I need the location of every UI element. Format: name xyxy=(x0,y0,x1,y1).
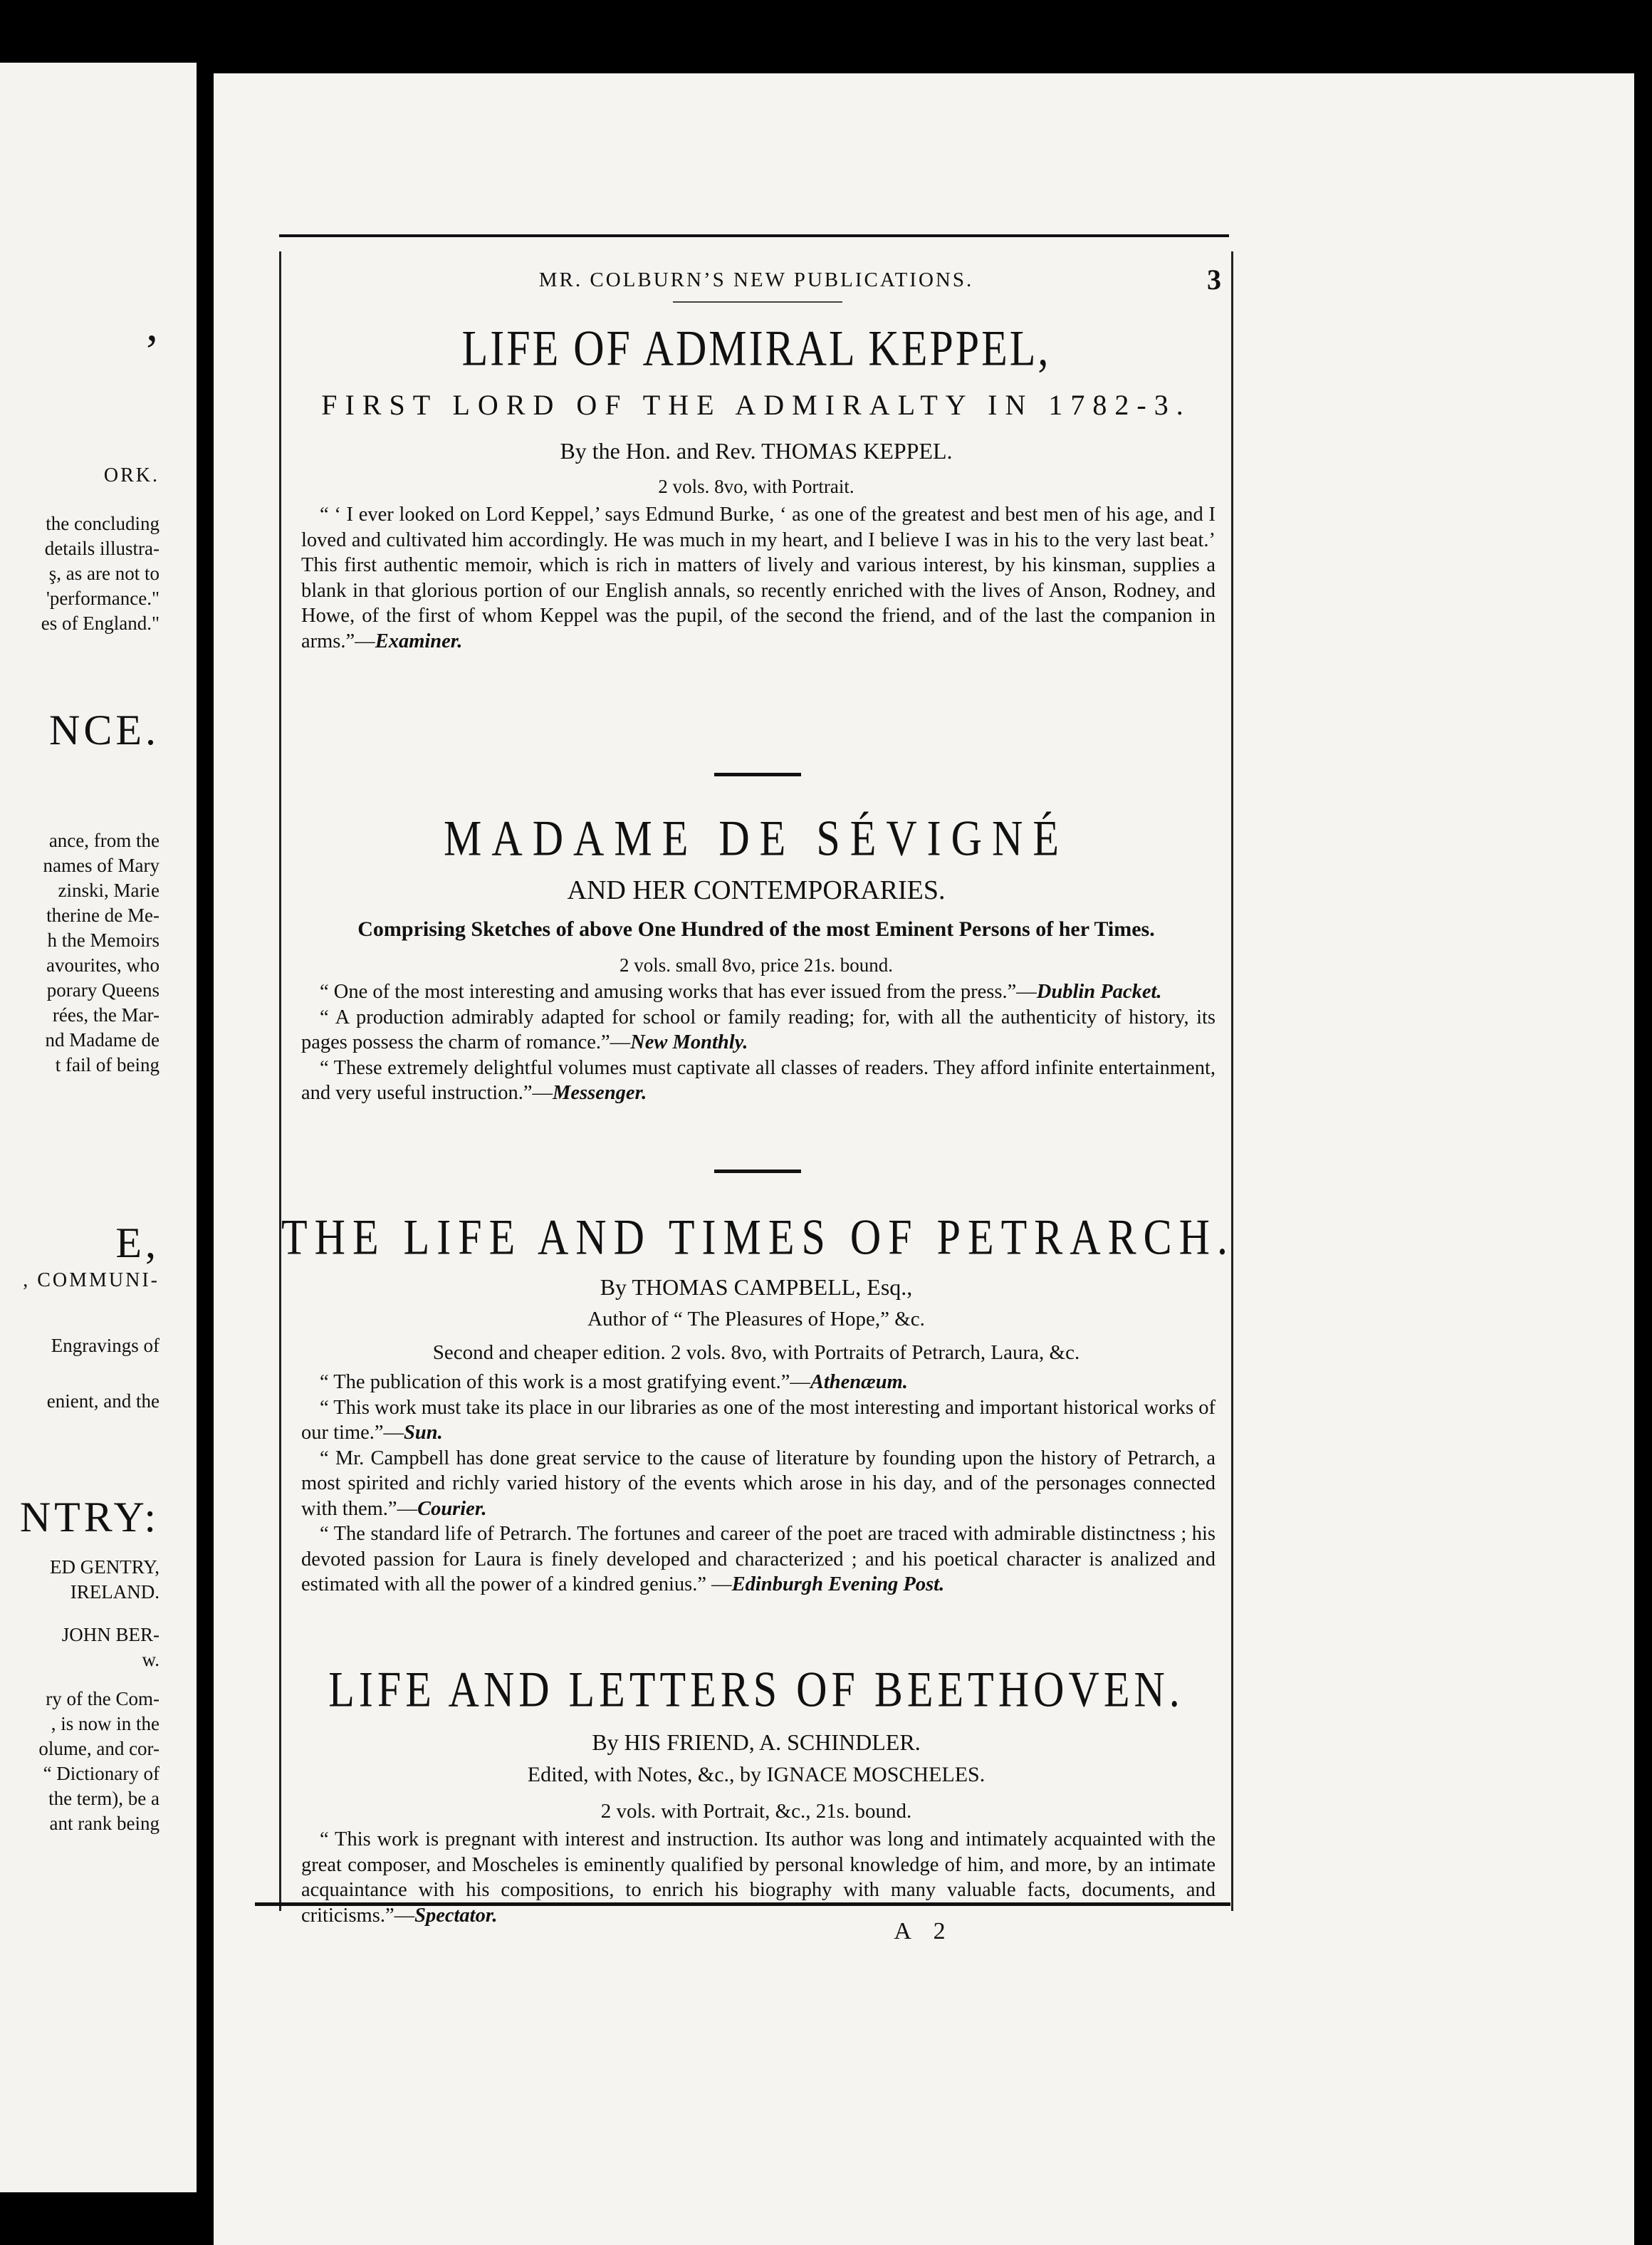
keppel-review-source: Examiner. xyxy=(375,630,463,652)
left-page-line: JOHN BER- xyxy=(61,1624,160,1645)
left-page-line: ED GENTRY, xyxy=(49,1556,160,1578)
page-frame xyxy=(279,251,1235,1927)
left-page-line: zinski, Marie xyxy=(58,880,160,901)
keppel-author: By the Hon. and Rev. THOMAS KEPPEL. xyxy=(560,438,953,464)
keppel-format: 2 vols. 8vo, with Portrait. xyxy=(658,476,854,497)
running-head: MR. COLBURN’S NEW PUBLICATIONS. xyxy=(538,269,974,291)
sevigne-review-source: Messenger. xyxy=(553,1082,647,1104)
left-page-line: ant rank being xyxy=(49,1813,160,1834)
left-page-line: nd Madame de xyxy=(45,1029,160,1051)
previous-page-fragment xyxy=(0,63,197,2192)
petrarch-author-note: Author of “ The Pleasures of Hope,” &c. xyxy=(587,1308,925,1330)
left-page-line: w. xyxy=(142,1649,160,1670)
left-page-line: avourites, who xyxy=(46,954,160,976)
left-page-line: , is now in the xyxy=(51,1713,160,1734)
petrarch-review-source: Sun. xyxy=(404,1422,443,1444)
sevigne-description: Comprising Sketches of above One Hundred of the most Eminent Persons of her Times. xyxy=(357,917,1155,941)
sevigne-format: 2 vols. small 8vo, price 21s. bound. xyxy=(620,954,893,976)
left-page-line: names of Mary xyxy=(43,855,160,876)
beethoven-editor: Edited, with Notes, &c., by IGNACE MOSCHELES. xyxy=(527,1763,986,1786)
beethoven-author: By HIS FRIEND, A. SCHINDLER. xyxy=(592,1729,921,1755)
left-page-line: IRELAND. xyxy=(70,1581,160,1603)
left-page-line: ORK. xyxy=(103,464,160,486)
left-page-line: rées, the Mar- xyxy=(52,1004,160,1026)
left-page-line: 'performance." xyxy=(46,588,160,609)
left-page-line: , COMMUNI- xyxy=(23,1269,160,1291)
sevigne-review-source: New Monthly. xyxy=(630,1031,748,1053)
beethoven-review xyxy=(301,1827,1216,1928)
petrarch-format: Second and cheaper edition. 2 vols. 8vo, with Portraits of Petrarch, Laura, &c. xyxy=(432,1341,1080,1364)
left-page-line: olume, and cor- xyxy=(38,1738,160,1759)
left-page-line: es of England." xyxy=(41,613,160,634)
left-page-line: “ Dictionary of xyxy=(43,1763,160,1784)
left-page-line: ry of the Com- xyxy=(46,1688,160,1709)
left-page-line: t fail of being xyxy=(55,1054,160,1075)
keppel-review-text: “ ‘ I ever looked on Lord Keppel,’ says Edmund Burke, ‘ as one of the greatest and best men of his age, and I loved and cultivated him accordingly. He was much in my heart, and I believe I was in his to the very last beat.’ This first authentic memoir, which is rich in matters of lively and various interest, by his kinsman, supplies a blank in that glorious portion of our English annals, so recently enriched with the lives of Anson, Rodney, and Howe, of the first of whom Keppel was the pupil, of the second the friend, and of the last the companion in arms.”— xyxy=(301,504,1216,652)
petrarch-title: THE LIFE AND TIMES OF PETRARCH. xyxy=(281,1209,1235,1265)
petrarch-review-source: Athenæum. xyxy=(810,1371,908,1393)
petrarch-review-source: Edinburgh Evening Post. xyxy=(731,1573,945,1595)
petrarch-review-text: “ The publication of this work is a most gratifying event.”— xyxy=(320,1371,810,1393)
bottom-rule xyxy=(255,1902,1230,1906)
petrarch-author: By THOMAS CAMPBELL, Esq., xyxy=(600,1274,913,1300)
petrarch-reviews xyxy=(301,1370,1216,1598)
left-page-line: the term), be a xyxy=(48,1788,160,1809)
header-rule xyxy=(673,301,842,303)
keppel-subtitle: FIRST LORD OF THE ADMIRALTY IN 1782-3. xyxy=(321,389,1191,421)
sevigne-review-text: “ A production admirably adapted for school or family reading; for, with all the authenticity of history, its pages possess the charm of romance.”— xyxy=(301,1006,1216,1053)
petrarch-review-text: “ This work must take its place in our libraries as one of the most interesting and important historical works of our time.”— xyxy=(301,1396,1216,1444)
sevigne-review-source: Dublin Packet. xyxy=(1036,981,1162,1003)
left-page-line: ance, from the xyxy=(48,830,160,851)
advertisement-page xyxy=(214,73,1634,2245)
sevigne-title: MADAME DE SÉVIGNÉ xyxy=(444,810,1069,866)
section-divider xyxy=(714,1170,801,1173)
left-page-line: porary Queens xyxy=(46,979,160,1001)
left-page-line: enient, and the xyxy=(46,1390,160,1412)
left-page-line: details illustra- xyxy=(44,538,160,559)
left-page-line: NCE. xyxy=(49,707,160,754)
left-page-line: the concluding xyxy=(46,513,160,534)
left-page-line: h the Memoirs xyxy=(47,929,160,951)
left-page-line: NTRY: xyxy=(19,1494,160,1541)
signature-mark: A 2 xyxy=(894,1918,954,1944)
left-page-line: ş, as are not to xyxy=(48,563,160,584)
petrarch-review-text: “ The standard life of Petrarch. The fortunes and career of the poet are traced with admirable distinctness ; his devoted passion for Laura is finely developed and characterized ; and his poetical character is analized and estimated with all the power of a kindred genius.” — xyxy=(301,1523,1216,1595)
section-divider xyxy=(714,773,801,776)
sevigne-review-text: “ These extremely delightful volumes must captivate all classes of readers. They afford infinite entertainment, and very useful instruction.”— xyxy=(301,1056,1216,1104)
top-rule xyxy=(279,234,1229,237)
beethoven-format: 2 vols. with Portrait, &c., 21s. bound. xyxy=(600,1800,912,1823)
beethoven-review-source: Spectator. xyxy=(414,1904,498,1927)
left-page-line: ’ xyxy=(144,325,160,377)
beethoven-title: LIFE AND LETTERS OF BEETHOVEN. xyxy=(328,1661,1184,1717)
keppel-title: LIFE OF ADMIRAL KEPPEL, xyxy=(461,320,1051,376)
sevigne-reviews xyxy=(301,979,1216,1106)
beethoven-review-text: “ This work is pregnant with interest and instruction. Its author was long and intimately acquainted with the great composer, and Moscheles is eminently qualified by personal knowledge of him, and more, by an intimate acquaintance with his compositions, to enrich his biography with many valuable facts, documents, and criticisms.”— xyxy=(301,1828,1216,1927)
left-page-line: Engravings of xyxy=(51,1335,160,1356)
left-page-line: therine de Me- xyxy=(46,905,160,926)
sevigne-subtitle: AND HER CONTEMPORARIES. xyxy=(567,875,946,905)
petrarch-review-source: Courier. xyxy=(417,1497,487,1520)
petrarch-review-text: “ Mr. Campbell has done great service to the cause of literature by founding upon the history of Petrarch, a most spirited and richly varied history of the events which arose in his day, and of the personages connected with them.”— xyxy=(301,1447,1216,1520)
left-page-line: E, xyxy=(115,1219,160,1266)
keppel-review xyxy=(301,502,1216,654)
sevigne-review-text: “ One of the most interesting and amusing works that has ever issued from the press.”— xyxy=(320,981,1037,1003)
page-number: 3 xyxy=(1207,264,1221,296)
